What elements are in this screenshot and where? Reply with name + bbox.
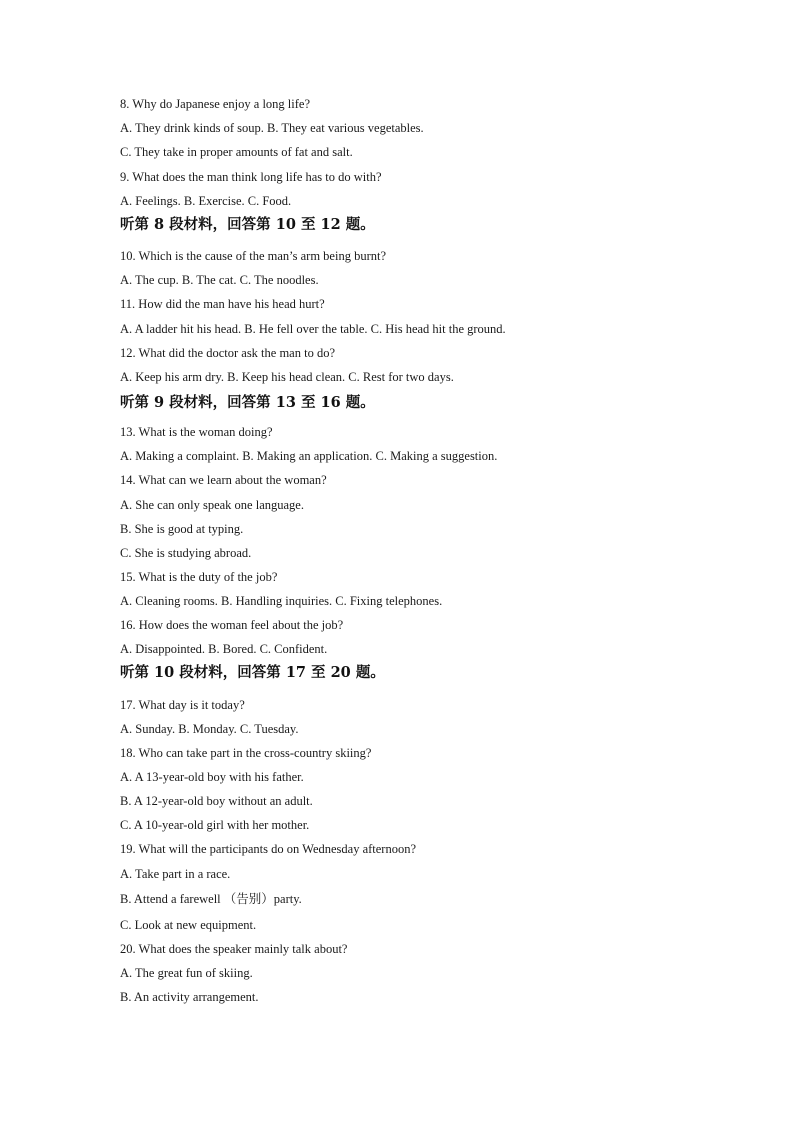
text-line: A. They drink kinds of soup. B. They eat various vegetables. <box>120 121 424 135</box>
text-line: 19. What will the participants do on Wednesday afternoon? <box>120 842 417 856</box>
text-line: 17. What day is it today? <box>120 698 245 712</box>
text-line: 9. What does the man think long life has to do with? <box>120 170 382 184</box>
text-line: 15. What is the duty of the job? <box>120 570 278 584</box>
text-line: B. An activity arrangement. <box>120 990 259 1004</box>
text-line: 13. What is the woman doing? <box>120 425 273 439</box>
text-line: 10. Which is the cause of the man’s arm being burnt? <box>120 249 387 263</box>
text-line: A. Take part in a race. <box>120 867 231 881</box>
text-line: A. A 13-year-old boy with his father. <box>120 770 304 784</box>
text-line: A. Keep his arm dry. B. Keep his head clean. C. Rest for two days. <box>120 370 454 384</box>
text-line: 18. Who can take part in the cross-country skiing? <box>120 746 372 760</box>
text-line: C. They take in proper amounts of fat and salt. <box>120 145 353 159</box>
text-line: A. Making a complaint. B. Making an application. C. Making a suggestion. <box>120 449 498 463</box>
text-line: 8. Why do Japanese enjoy a long life? <box>120 97 310 111</box>
text-line: A. A ladder hit his head. B. He fell over the table. C. His head hit the ground. <box>120 322 506 336</box>
text-line: 20. What does the speaker mainly talk about? <box>120 942 348 956</box>
text-line: C. A 10-year-old girl with her mother. <box>120 818 310 832</box>
text-line: A. Feelings. B. Exercise. C. Food. <box>120 194 292 208</box>
text-line: A. The cup. B. The cat. C. The noodles. <box>120 273 319 287</box>
section-heading: 听第 9 段材料，回答第 13 至 16 题。 <box>120 394 375 411</box>
text-line: 16. How does the woman feel about the job? <box>120 618 344 632</box>
text-line: B. A 12-year-old boy without an adult. <box>120 794 313 808</box>
text-line: 14. What can we learn about the woman? <box>120 473 327 487</box>
section-heading: 听第 8 段材料，回答第 10 至 12 题。 <box>120 216 375 233</box>
section-heading: 听第 10 段材料，回答第 17 至 20 题。 <box>120 664 385 681</box>
text-line: A. Cleaning rooms. B. Handling inquiries. C. Fixing telephones. <box>120 594 443 608</box>
text-line: 11. How did the man have his head hurt? <box>120 297 325 311</box>
text-line: A. The great fun of skiing. <box>120 966 253 980</box>
text-line: A. Sunday. B. Monday. C. Tuesday. <box>120 722 299 736</box>
text-line: B. Attend a farewell （告别）party. <box>120 892 302 906</box>
text-line: C. She is studying abroad. <box>120 546 252 560</box>
text-line: A. She can only speak one language. <box>120 498 304 512</box>
text-line: A. Disappointed. B. Bored. C. Confident. <box>120 642 328 656</box>
text-line: C. Look at new equipment. <box>120 918 257 932</box>
text-line: B. She is good at typing. <box>120 522 244 536</box>
text-line: 12. What did the doctor ask the man to do? <box>120 346 335 360</box>
